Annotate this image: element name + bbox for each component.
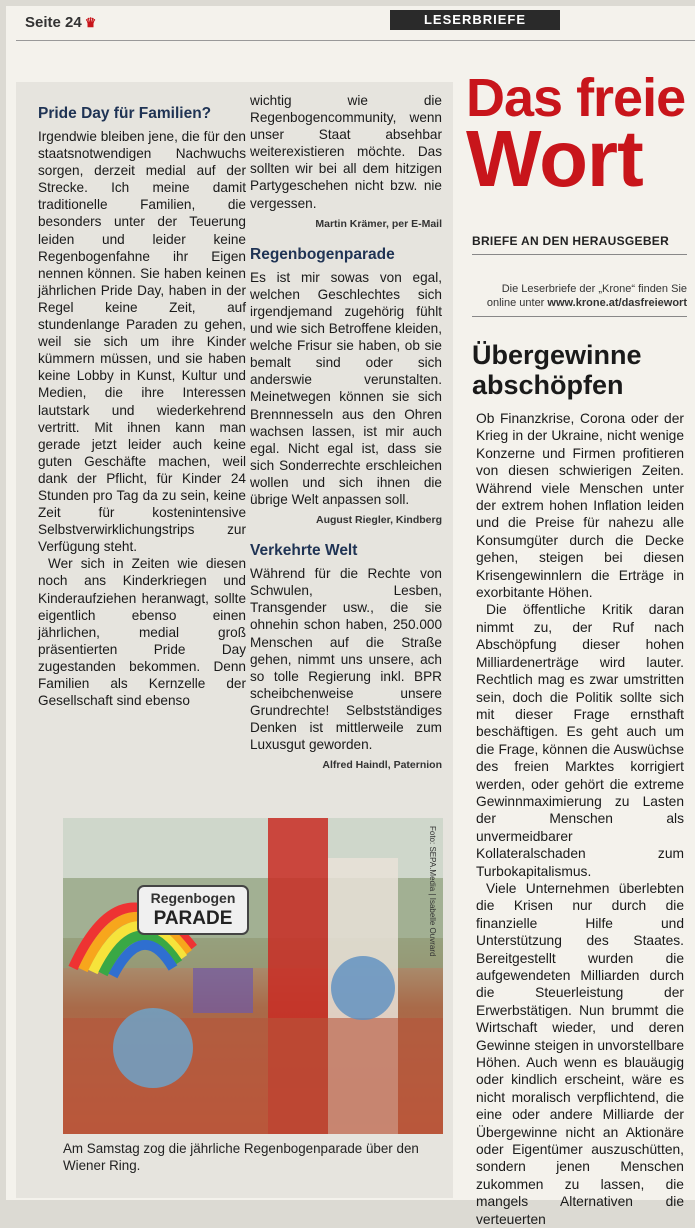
masthead-title-line2: Wort [466,113,643,203]
masthead-subtitle: BRIEFE AN DEN HERAUSGEBER [472,234,687,255]
note-url: www.krone.at/dasfreiewort [547,297,687,309]
divider [16,40,695,41]
section-tag: LESERBRIEFE [390,10,560,30]
feature-article [476,410,684,1228]
letter-paragraph: Es ist mir sowas von egal, welchen Geschlechtes sich irgendjemand zugehörig fühlt und wie sich Betroffene kleiden, welche Frisur sie haben, ob sie bemalt sind oder sich anderswie verunstalten. Meinetwegen können sie sich Brennnesseln aus den Ohren wachsen lassen, ist mir auch egal. Nicht egal ist, dass sie sich Sonderrechte erschleichen wollen und sich ihnen die übrige Welt anpassen soll. [250,269,442,507]
letter-paragraph: Wer sich in Zeiten wie diesen noch ans Kinderkriegen und Kinderaufziehen heranwagt, sollte eigentlich ebenso einen jährlichen, medial groß präsentierten Pride Day zugestanden bekommen. Denn Familien als Kernzelle der Gesellschaft sind ebenso [38,556,246,709]
parade-photo [63,818,443,1134]
letter-title: Pride Day für Familien? [38,105,212,122]
letter-signature: August Riegler, Kindberg [315,514,442,527]
feature-paragraph: Die öffentliche Kritik daran nimmt zu, der Ruf nach Abschöpfung dieser hohen Milliardenerträge wird lauter. Rechtlich mag es zwar umstritten sein, doch die Politik sollte sich mit dieser Frage ernsthaft beschäftigen. Es geht auch um die Frage, können die Auswüchse des freien Marktes korrigiert werden, oder gehört die extreme Gewinnmaximierung zu Lasten der Menschen als unvermeidbarer Kollateralschaden zum Turbokapitalismus. [476,602,684,879]
letter-continuation: wichtig wie die Regenbogencommunity, wenn unser Staat absehbar weiterexistieren möchte. Das sollten wir bei all dem hitzigen Partygeschehen nicht bzw. nie vergessen. [250,93,442,211]
divider [472,316,687,317]
page-number: Seite 24 ♛ [25,14,97,31]
parade-illustration [63,818,443,1134]
photo-caption: Am Samstag zog die jährliche Regenbogenparade über den Wiener Ring. [63,1141,419,1173]
feature-title: Übergewinne abschöpfen [472,340,642,400]
letter-paragraph: Irgendwie bleiben jene, die für den staatsnotwendigen Nachwuchs sorgen, derzeit medial auf der Strecke. Ich meine damit traditionelle Familien, die besonders unter der Teuerung leiden und leider keine Regenbogenfahne ihr Eigen nennen können. Sie haben keinen jährlichen Pride Day, haben in der Regel keine Zeit, auf stundenlange Paraden zu gehen, weil sie sich um ihre Kinder kümmern müssen, und sie haben keine Lobby in Kunst, Kultur und Medien, die ihre Interessen lautstark und wiederkehrend vertritt. Mit ihnen kann man gerade jetzt leider auch keine guten Geschäfte machen, weil dank der Pflicht, für Kinder 24 Stunden pro Tag da zu sein, keine Zeit für kostenintensive Selbstverwirklichungstrips zur Verfügung steht. [38,129,246,555]
letter-title: Regenbogenparade [250,245,395,263]
middle-column [250,92,442,786]
letter-pride-day [38,104,246,709]
feature-paragraph: Viele Unternehmen überlebten die Krisen nur durch die finanzielle Hilfe und Unterstützung des Staates. Bereitgestellt wurden die aufgewendeten Milliarden durch die Steuerleistung der Erwerbstätigen. Nun brummt die Wirtschaft wieder, und deren Gewinne steigen in unvorstellbare Höhen. Auch wenn es blauäugig oder kindlich erscheint, wäre es nicht moralisch verpflichtend, die eine oder andere Milliarde der Übergewinne nicht an Aktionäre oder Eigentümer auszuschütten, sondern jenen Menschen zukommen zu lassen, die mangels Alternativen die verteuerten [476,880,684,1227]
crown-icon: ♛ [84,15,97,30]
photo-credit: Foto: SEPA.Media | Isabelle Ouvrard [428,826,437,957]
masthead-title-line1: Das freie [466,68,686,128]
masthead-title [466,68,695,203]
letter-signature: Martin Krämer, per E-Mail [315,217,442,230]
banner-text-line2: PARADE [153,908,233,929]
masthead-note [472,282,687,310]
letter-title: Verkehrte Welt [250,542,358,560]
letter-paragraph: Während für die Rechte von Schwulen, Lesben, Transgender usw., die sie ohnehin schon haben, 250.000 Menschen auf die Straße gehen, nimmt uns unsere, ach so tolle Regierung inkl. BPR scheibchenweise unsere Grundrechte! Selbstständiges Denken ist mittlerweile zum Luxusgut geworden. [250,566,442,753]
note-prefix: online unter [486,297,545,309]
letter-signature: Alfred Haindl, Paternion [322,759,442,772]
banner-text-line1: Regenbogen [150,890,236,906]
note-line1: Die Leserbriefe der „Krone“ finden Sie [501,283,687,295]
feature-paragraph: Ob Finanzkrise, Corona oder der Krieg in der Ukraine, nicht wenige Konzerne und Firmen profitieren von diesen schwierigen Zeiten. Während viele Menschen unter der extrem hohen Inflation leiden und die Preise für nahezu alle Konsumgüter durch die Decke gehen, steigen bei diesen Krisengewinnlern die Erträge in exorbitante Höhen. [476,411,684,601]
